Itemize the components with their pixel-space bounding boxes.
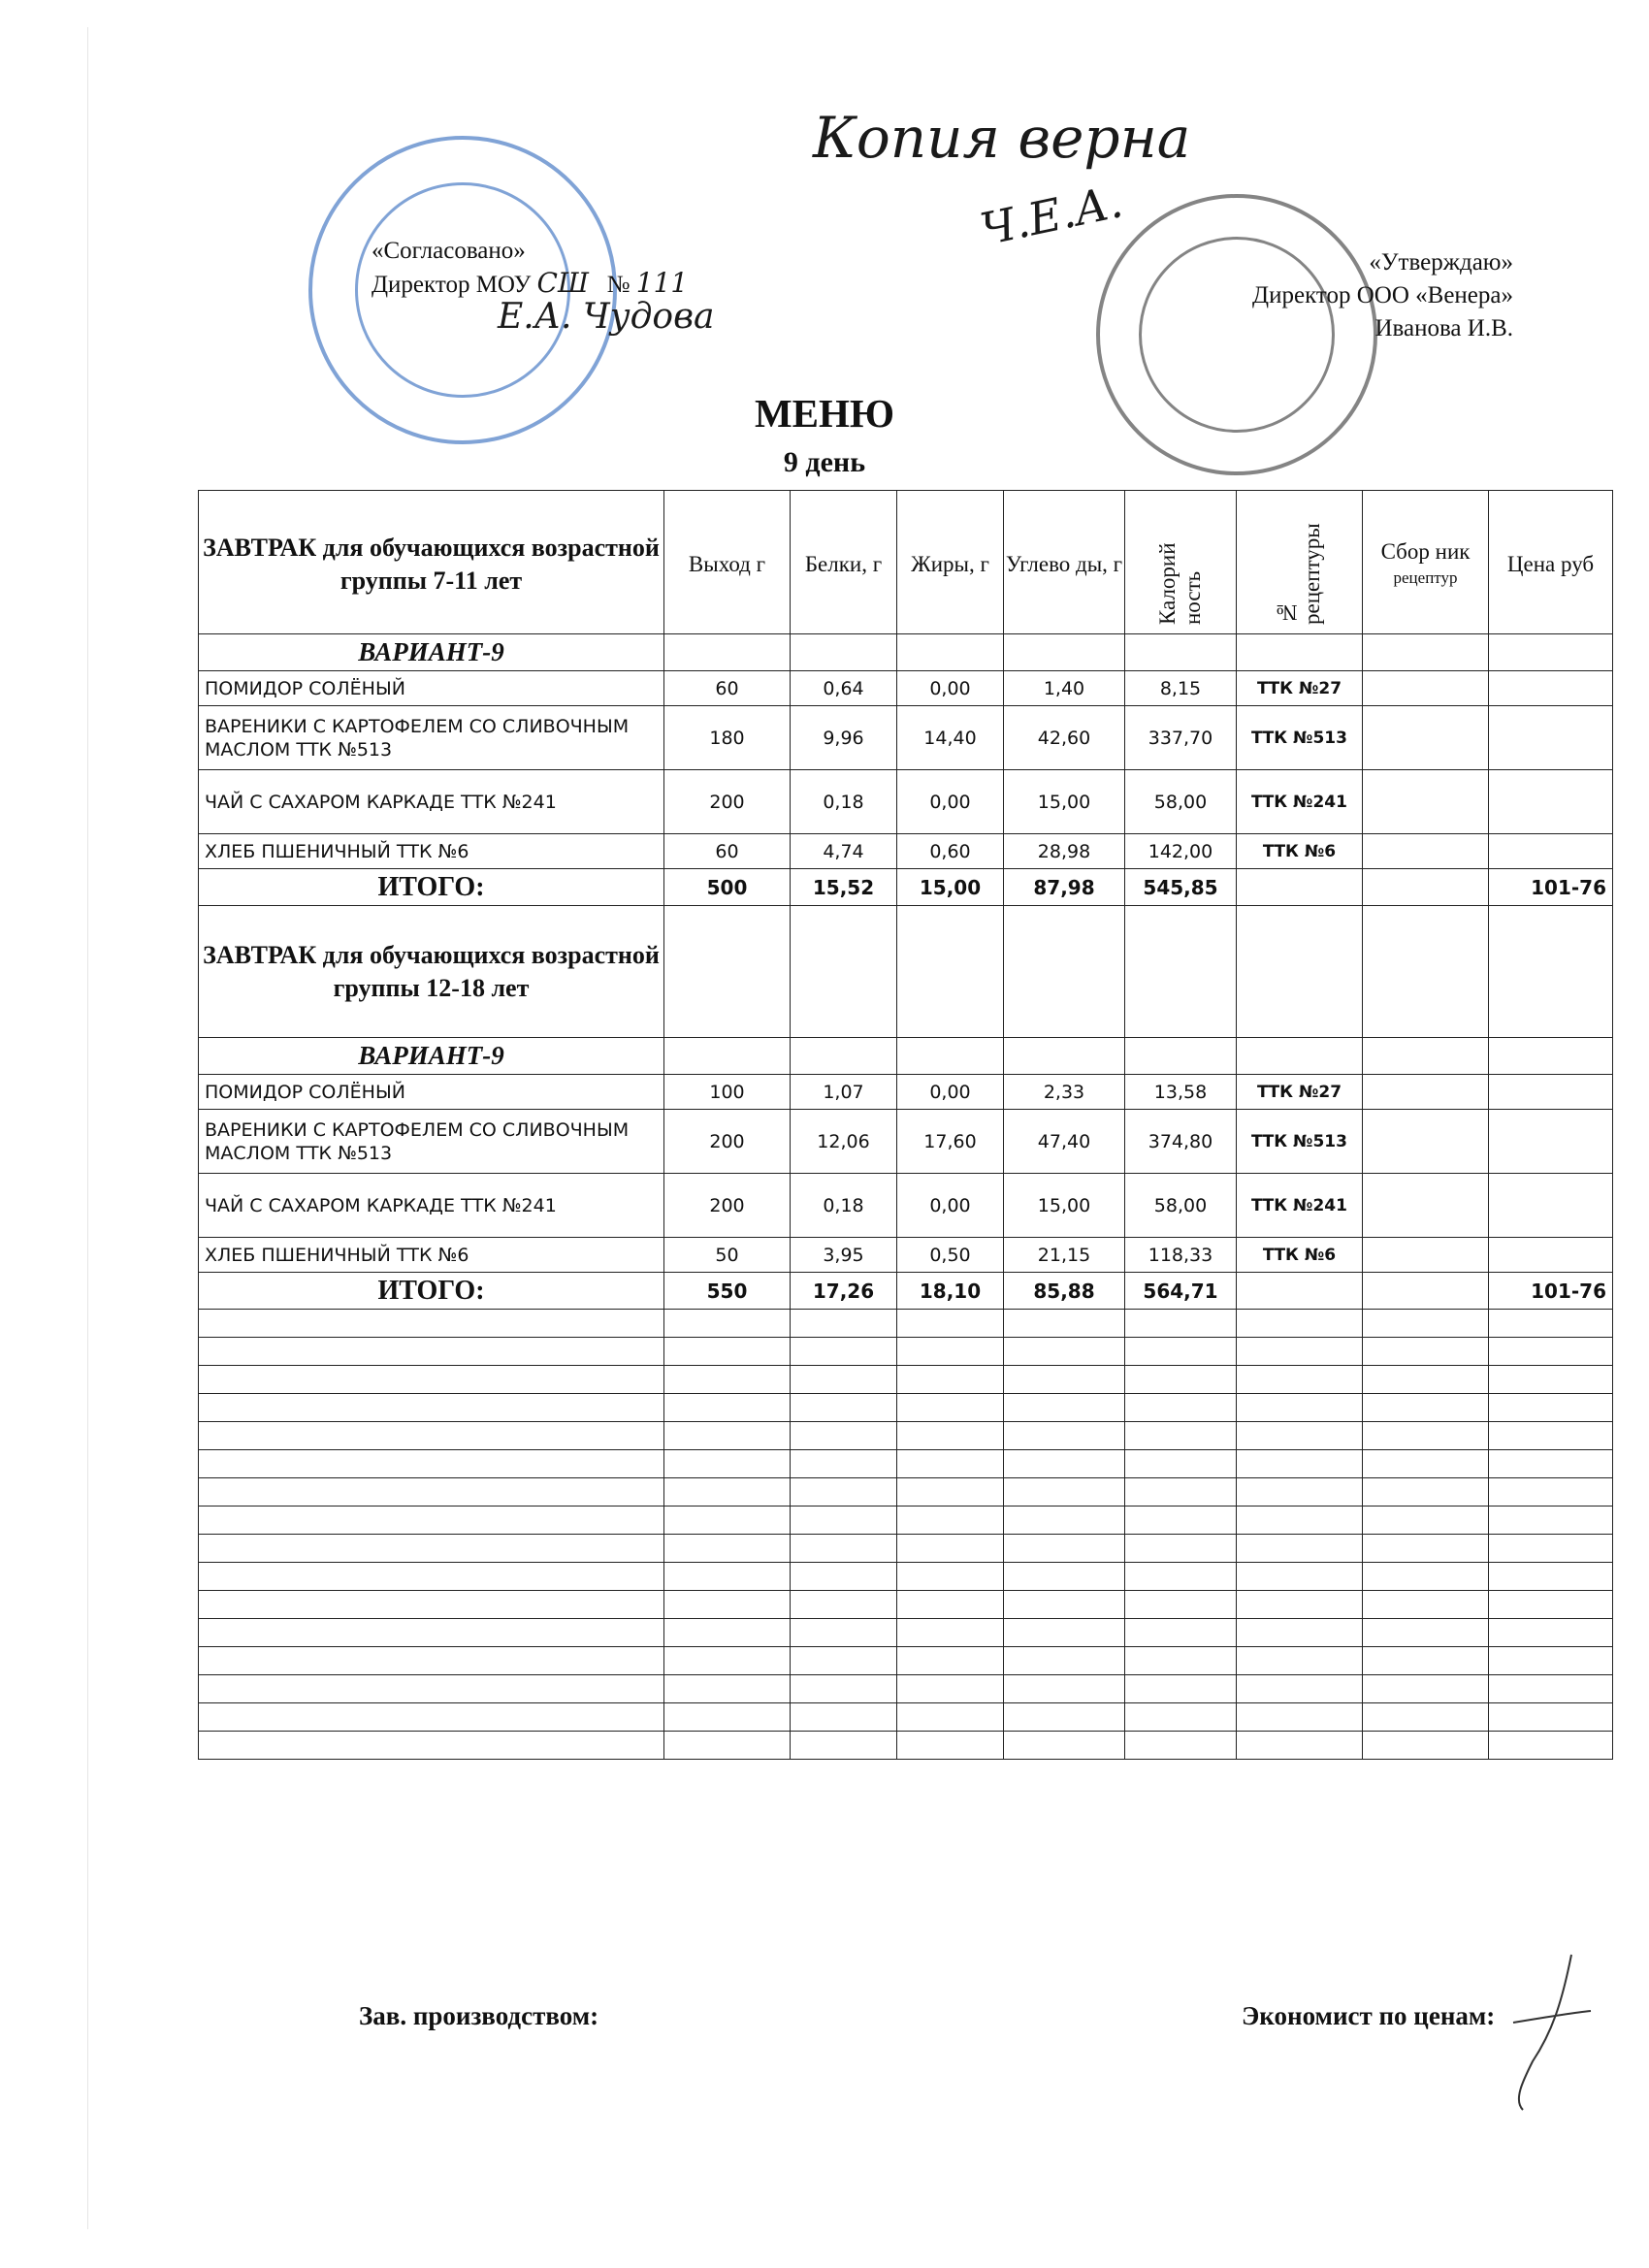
- variant-row: [199, 1038, 1613, 1075]
- empty-row: [199, 1675, 1613, 1703]
- footer-production-manager: Зав. производством:: [359, 2001, 599, 2030]
- item-calories: 58,00: [1125, 770, 1237, 834]
- total-price: 101-76: [1489, 1273, 1613, 1310]
- item-output: 180: [664, 706, 791, 770]
- header-fat: Жиры, г: [897, 491, 1004, 634]
- item-recipe: ТТК №241: [1237, 770, 1363, 834]
- item-protein: 9,96: [791, 706, 897, 770]
- item-recipe: ТТК №513: [1237, 706, 1363, 770]
- total-protein: 17,26: [791, 1273, 897, 1310]
- item-calories: 58,00: [1125, 1174, 1237, 1238]
- empty-row: [199, 1507, 1613, 1535]
- header-recipe-text: № рецептуры: [1274, 522, 1324, 625]
- approved-number-label: №: [606, 272, 630, 298]
- empty-rows: [199, 1310, 1613, 1760]
- economist-signature: [1494, 1945, 1600, 2120]
- total-label: ИТОГО:: [199, 1273, 664, 1310]
- total-fat: 15,00: [897, 869, 1004, 906]
- item-carbs: 28,98: [1004, 834, 1125, 869]
- header-protein: Белки, г: [791, 491, 897, 634]
- item-carbs: 15,00: [1004, 770, 1125, 834]
- empty-row: [199, 1535, 1613, 1563]
- item-protein: 0,64: [791, 671, 897, 706]
- confirmed-block: [1145, 246, 1513, 345]
- footer-price-economist: Экономист по ценам:: [1242, 2001, 1496, 2030]
- item-calories: 118,33: [1125, 1238, 1237, 1273]
- item-output: 200: [664, 1174, 791, 1238]
- empty-row: [199, 1563, 1613, 1591]
- item-name: ХЛЕБ ПШЕНИЧНЫЙ ТТК №6: [199, 834, 664, 869]
- empty-row: [199, 1422, 1613, 1450]
- item-carbs: 2,33: [1004, 1075, 1125, 1110]
- table-row: [199, 1075, 1613, 1110]
- approved-school-hand: СШ: [536, 267, 589, 299]
- header-recipe: [1237, 491, 1363, 634]
- item-carbs: 42,60: [1004, 706, 1125, 770]
- menu-table: [198, 490, 1613, 1760]
- variant-label: ВАРИАНТ-9: [199, 634, 664, 671]
- approved-label: «Согласовано»: [372, 238, 526, 264]
- page-title: МЕНЮ: [754, 391, 895, 436]
- director-signature: Е.А. Чудова: [498, 297, 715, 337]
- empty-row: [199, 1647, 1613, 1675]
- item-name: ЧАЙ С САХАРОМ КАРКАДЕ ТТК №241: [199, 1174, 664, 1238]
- confirmed-name: Иванова И.В.: [1374, 315, 1513, 341]
- item-recipe: ТТК №27: [1237, 671, 1363, 706]
- item-fat: 0,50: [897, 1238, 1004, 1273]
- header-price: Цена руб: [1489, 491, 1613, 634]
- item-protein: 12,06: [791, 1110, 897, 1174]
- item-name: ПОМИДОР СОЛЁНЫЙ: [199, 671, 664, 706]
- empty-row: [199, 1450, 1613, 1478]
- item-fat: 0,60: [897, 834, 1004, 869]
- table-row: [199, 834, 1613, 869]
- item-name: ВАРЕНИКИ С КАРТОФЕЛЕМ СО СЛИВОЧНЫМ МАСЛОМ ТТК №513: [199, 1110, 664, 1174]
- header-output: Выход г: [664, 491, 791, 634]
- table-row: [199, 1238, 1613, 1273]
- approved-director: Директор МОУ: [372, 272, 532, 298]
- total-price: 101-76: [1489, 869, 1613, 906]
- table-row: [199, 770, 1613, 834]
- item-protein: 1,07: [791, 1075, 897, 1110]
- item-calories: 337,70: [1125, 706, 1237, 770]
- total-protein: 15,52: [791, 869, 897, 906]
- approved-signature-line: [372, 297, 715, 337]
- item-protein: 4,74: [791, 834, 897, 869]
- item-name: ВАРЕНИКИ С КАРТОФЕЛЕМ СО СЛИВОЧНЫМ МАСЛОМ ТТК №513: [199, 706, 664, 770]
- item-calories: 142,00: [1125, 834, 1237, 869]
- total-calories: 564,71: [1125, 1273, 1237, 1310]
- item-protein: 3,95: [791, 1238, 897, 1273]
- item-carbs: 15,00: [1004, 1174, 1125, 1238]
- item-protein: 0,18: [791, 1174, 897, 1238]
- table-row: [199, 1110, 1613, 1174]
- handwritten-copy-note: Копия верна: [813, 105, 1191, 171]
- item-name: ПОМИДОР СОЛЁНЫЙ: [199, 1075, 664, 1110]
- item-output: 200: [664, 1110, 791, 1174]
- item-output: 50: [664, 1238, 791, 1273]
- approved-number-hand: 111: [635, 267, 689, 299]
- page-subtitle: 9 день: [783, 446, 866, 478]
- item-fat: 17,60: [897, 1110, 1004, 1174]
- confirmed-label: «Утверждаю»: [1369, 249, 1513, 275]
- item-recipe: ТТК №6: [1237, 834, 1363, 869]
- empty-row: [199, 1366, 1613, 1394]
- variant-label: ВАРИАНТ-9: [199, 1038, 664, 1075]
- item-output: 60: [664, 834, 791, 869]
- item-name: ЧАЙ С САХАРОМ КАРКАДЕ ТТК №241: [199, 770, 664, 834]
- empty-row: [199, 1591, 1613, 1619]
- item-fat: 0,00: [897, 1075, 1004, 1110]
- item-calories: 8,15: [1125, 671, 1237, 706]
- header-meal: ЗАВТРАК для обучающихся возрастной группы 7-11 лет: [199, 491, 664, 634]
- total-carbs: 85,88: [1004, 1273, 1125, 1310]
- item-recipe: ТТК №513: [1237, 1110, 1363, 1174]
- confirmed-director: Директор ООО «Венера»: [1252, 282, 1513, 308]
- total-row: [199, 1273, 1613, 1310]
- header-carbs: Углево ды, г: [1004, 491, 1125, 634]
- item-calories: 374,80: [1125, 1110, 1237, 1174]
- table-row: [199, 671, 1613, 706]
- item-name: ХЛЕБ ПШЕНИЧНЫЙ ТТК №6: [199, 1238, 664, 1273]
- item-recipe: ТТК №241: [1237, 1174, 1363, 1238]
- table-row: [199, 1174, 1613, 1238]
- table-row: [199, 706, 1613, 770]
- header-collection-sub: рецептур: [1393, 567, 1458, 587]
- item-output: 60: [664, 671, 791, 706]
- approved-director-line: [372, 267, 715, 301]
- empty-row: [199, 1478, 1613, 1507]
- variant-row: [199, 634, 1613, 671]
- item-carbs: 47,40: [1004, 1110, 1125, 1174]
- empty-row: [199, 1703, 1613, 1732]
- empty-row: [199, 1310, 1613, 1338]
- item-calories: 13,58: [1125, 1075, 1237, 1110]
- item-protein: 0,18: [791, 770, 897, 834]
- approved-block: [372, 235, 715, 337]
- empty-row: [199, 1619, 1613, 1647]
- total-row: [199, 869, 1613, 906]
- empty-row: [199, 1338, 1613, 1366]
- total-fat: 18,10: [897, 1273, 1004, 1310]
- item-carbs: 21,15: [1004, 1238, 1125, 1273]
- handwritten-initials: Ч.Е.А.: [976, 175, 1127, 256]
- header-calories: [1125, 491, 1237, 634]
- meal-2-label: ЗАВТРАК для обучающихся возрастной группы 12-18 лет: [199, 906, 664, 1038]
- item-fat: 0,00: [897, 1174, 1004, 1238]
- header-collection-text: Сбор ник: [1380, 538, 1471, 564]
- total-output: 550: [664, 1273, 791, 1310]
- total-output: 500: [664, 869, 791, 906]
- item-output: 200: [664, 770, 791, 834]
- empty-row: [199, 1732, 1613, 1760]
- item-recipe: ТТК №27: [1237, 1075, 1363, 1110]
- empty-row: [199, 1394, 1613, 1422]
- header-calories-text: Калорий ность: [1155, 541, 1205, 625]
- item-fat: 0,00: [897, 671, 1004, 706]
- total-carbs: 87,98: [1004, 869, 1125, 906]
- total-calories: 545,85: [1125, 869, 1237, 906]
- header-collection: [1363, 491, 1489, 634]
- item-fat: 14,40: [897, 706, 1004, 770]
- item-recipe: ТТК №6: [1237, 1238, 1363, 1273]
- item-output: 100: [664, 1075, 791, 1110]
- table-header-row: [199, 491, 1613, 634]
- item-carbs: 1,40: [1004, 671, 1125, 706]
- total-label: ИТОГО:: [199, 869, 664, 906]
- section-header-row: [199, 906, 1613, 1038]
- item-fat: 0,00: [897, 770, 1004, 834]
